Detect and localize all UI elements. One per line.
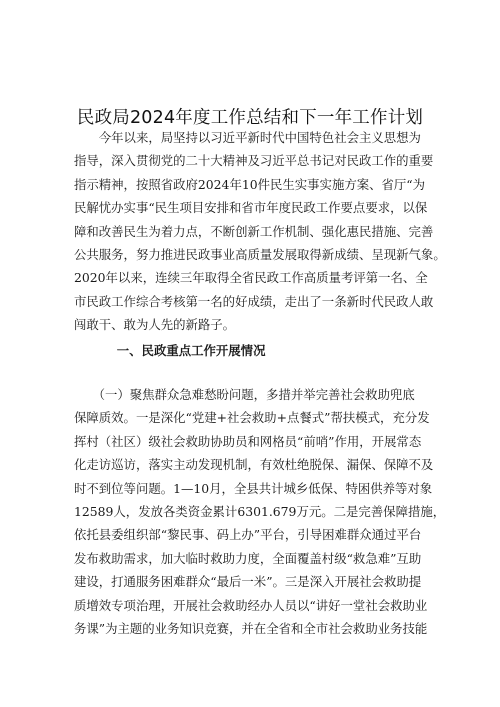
section-line: 挥村（社区）级社会救助协助员和网格员“前哨”作用，开展常态 — [74, 433, 422, 449]
section-heading: 一、民政重点工作开展情况 — [92, 343, 266, 358]
section-line: 建设，打通服务困难群众“最后一米”。三是深入开展社会救助提 — [74, 574, 422, 590]
section-line: 依托县委组织部“黎民事、码上办”平台，引导困难群众通过平台 — [74, 527, 422, 543]
intro-line: 民解忧办实事“民生项目安排和省市年度民政工作要点要求，以保 — [74, 200, 428, 216]
intro-line: 市民政工作综合考核第一名的好成绩，走出了一条新时代民政人敢 — [74, 293, 434, 309]
intro-line: 闯敢干、敢为人先的新路子。 — [74, 317, 236, 333]
section-line: 发布救助需求，加大临时救助力度，全面覆盖村级“救急难”互助 — [74, 550, 422, 566]
intro-line: 今年以来，局坚持以习近平新时代中国特色社会主义思想为 — [74, 130, 421, 145]
section-paragraph — [74, 383, 446, 640]
section-line: 时不到位等问题。1—10月，全县共计城乡低保、特困供养等对象 — [74, 480, 433, 496]
document-title: 民政局2024年度工作总结和下一年工作计划 — [76, 107, 424, 128]
intro-line: 指导，深入贯彻党的二十大精神及习近平总书记对民政工作的重要 — [74, 153, 434, 169]
intro-line: 公共服务，努力推进民政事业高质量发展取得新成绩、呈现新气象。 — [74, 246, 446, 262]
intro-line: 指示精神，按照省政府2024年10件民生实事实施方案、省厅“为 — [74, 176, 426, 192]
section-line: 化走访巡访，落实主动发现机制，有效杜绝脱保、漏保、保障不及 — [74, 457, 434, 473]
section-line: 保障质效。一是深化“党建+社会救助+点餐式”帮扶模式，充分发 — [74, 410, 430, 426]
section-line: （一）聚焦群众急难愁盼问题，多措并举完善社会救助兜底 — [74, 387, 415, 402]
intro-line: 障和改善民生为着力点，不断创新工作机制、强化惠民措施、完善 — [74, 223, 434, 239]
section-line: 12589人，发放各类资金累计6301.679万元。二是完善保障措施， — [74, 503, 446, 519]
section-line: 务课”为主题的业务知识竞赛，并在全省和全市社会救助业务技能 — [74, 620, 428, 636]
section-line: 质增效专项治理，开展社会救助经办人员以“讲好一堂社会救助业 — [74, 597, 428, 613]
intro-line: 2020年以来，连续三年取得全省民政工作高质量考评第一名、全 — [74, 270, 428, 286]
intro-paragraph — [74, 126, 446, 337]
